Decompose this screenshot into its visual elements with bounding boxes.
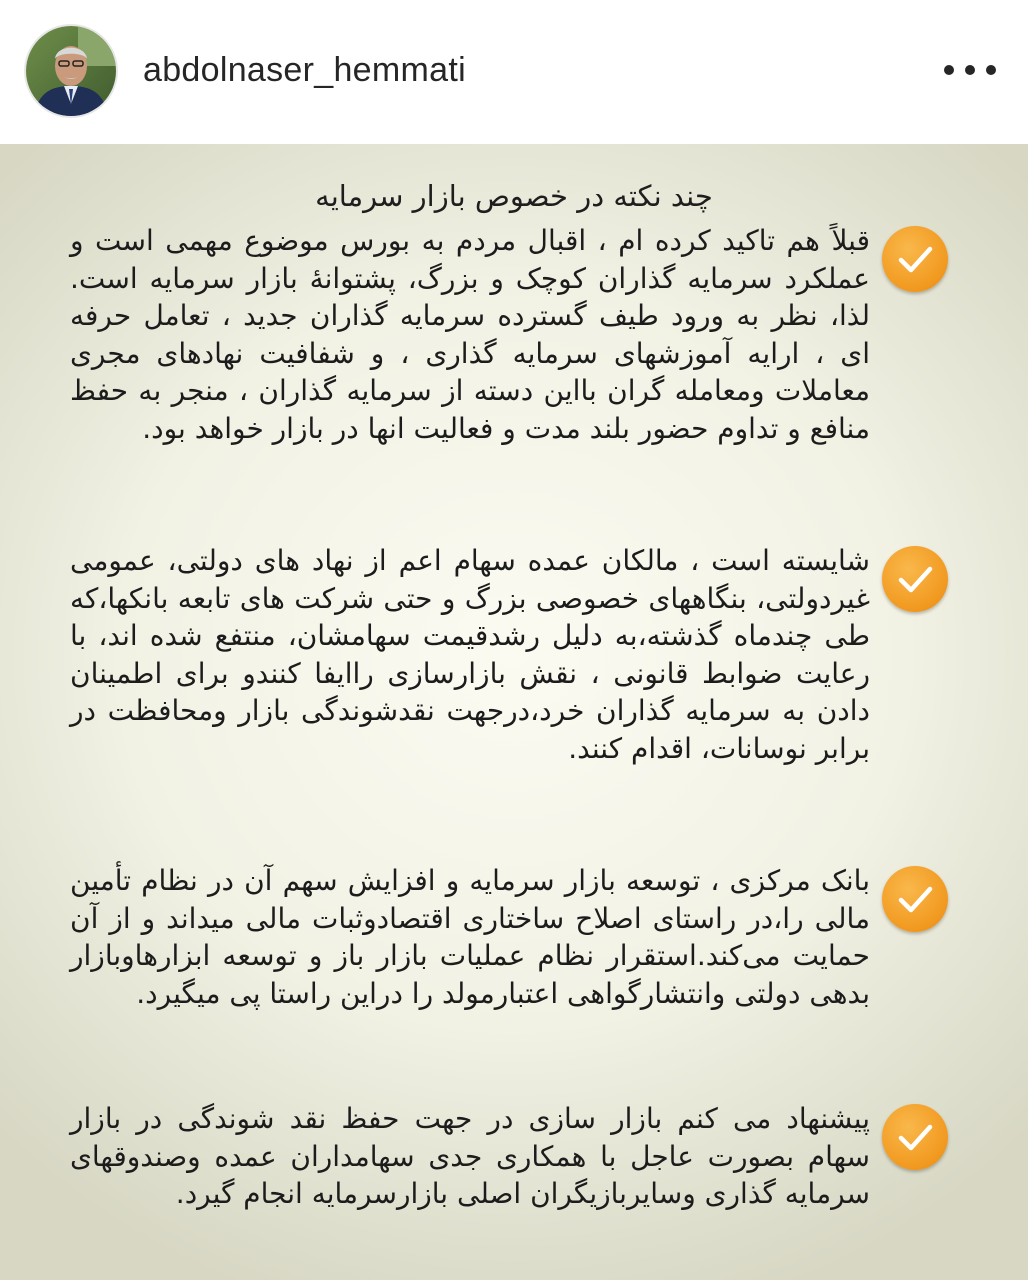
checkmark-icon: [882, 546, 948, 612]
point-text: شایسته است ، مالکان عمده سهام اعم از نهاد های دولتی، عمومی غیردولتی، بنگاههای خصوصی بزرگ و حتی شرکت های تابعه بانکها،که طی چندماه گذشته،به دلیل رشدقیمت سهامشان، منتفع شده اند، با رعایت ضوابط قانونی ، نقش بازارسازی راایفا کنندو برای اطمینان دادن به سرمایه گذاران خرد،درجهت نقدشوندگی بازار ومحافظت در برابر نوسانات، اقدام کنند.: [70, 544, 870, 765]
checkmark-icon: [882, 866, 948, 932]
point-text: بانک مرکزی ، توسعه بازار سرمایه و افزایش سهم آن در نظام تأمین مالی را،در راستای اصلاح ساختاری اقتصادوثبات مالی میداند و از آن حمایت می‌کند.استقرار نظام عملیات بازار باز و توسعه ابزارهاوبازار بدهی دولتی وانتشارگواهی اعتبارمولد را دراین راستا پی میگیرد.: [70, 864, 870, 1010]
more-horizontal-icon: [986, 65, 996, 75]
post-image: [0, 144, 1028, 1280]
avatar[interactable]: [26, 26, 116, 116]
username[interactable]: abdolnaser_hemmati: [143, 51, 466, 89]
more-horizontal-icon: [944, 65, 954, 75]
post-title: چند نکته در خصوص بازار سرمایه: [315, 179, 713, 213]
more-options-button[interactable]: [944, 54, 996, 86]
more-horizontal-icon: [965, 65, 975, 75]
checkmark-icon: [882, 226, 948, 292]
point-text: پیشنهاد می کنم بازار سازی در جهت حفظ نقد شوندگی در بازار سهام بصورت عاجل با همکاری جدی سهامداران عمده وصندوقهای سرمایه گذاری وسایربازیگران اصلی بازارسرمایه انجام گیرد.: [70, 1102, 870, 1210]
checkmark-icon: [882, 1104, 948, 1170]
profile-photo-icon: [26, 26, 116, 116]
post-header: [0, 0, 1028, 144]
point-text: قبلاً هم تاکید کرده ام ، اقبال مردم به بورس موضوع مهمی است و عملکرد سرمایه گذاران کوچک و بزرگ، پشتوانهٔ بازار سرمایه است. لذا، نظر به ورود طیف گسترده سرمایه گذاران جدید ، تعامل حرفه ای ، ارایه آموزشهای سرمایه گذاری ، و شفافیت نهادهای مجری معاملات ومعامله گران بااین دسته از سرمایه گذاران ، منجر به حفظ منافع و تداوم حضور بلند مدت و فعالیت انها در بازار خواهد بود.: [70, 224, 870, 445]
